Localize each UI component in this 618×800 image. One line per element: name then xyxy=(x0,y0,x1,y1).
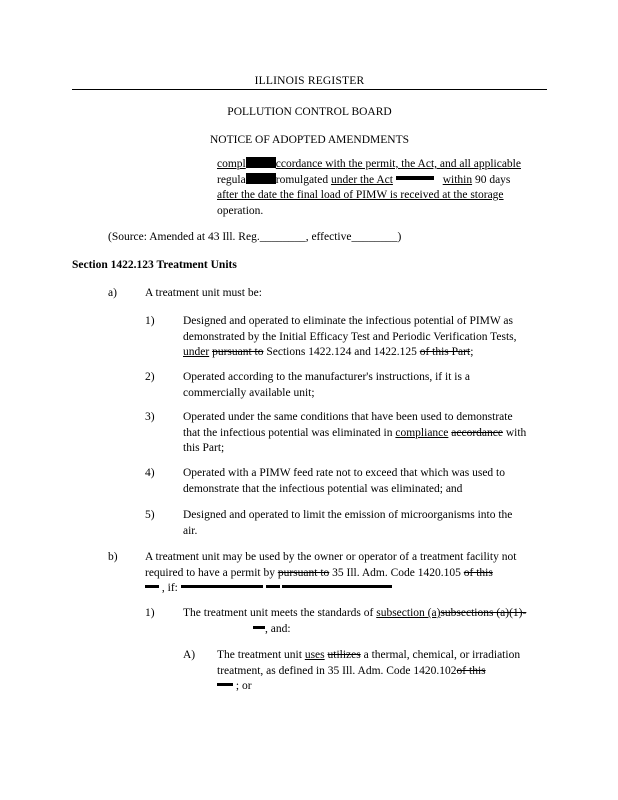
struck-illegible xyxy=(253,626,265,629)
notice-title: NOTICE OF ADOPTED AMENDMENTS xyxy=(209,134,410,146)
struck-illegible xyxy=(181,585,263,588)
source-note: (Source: Amended at 43 Ill. Reg.________, effective________) xyxy=(108,231,402,243)
subsection-a-intro: A treatment unit must be: xyxy=(145,287,262,299)
carryover-line-1: compl ccordance with the permit, the Act, and all applicable xyxy=(217,158,521,170)
board-title: POLLUTION CONTROL BOARD xyxy=(227,106,392,118)
item-a4-text: Operated with a PIMW feed rate not to exceed that which was used to demonstrate that the infectious potential was eliminated; and xyxy=(183,467,505,495)
carryover-line-4: operation. xyxy=(217,204,264,217)
item-a1-number: 1) xyxy=(145,315,155,327)
redaction-mark xyxy=(246,157,276,168)
item-b1-text: The treatment unit meets the standards of subsection (a)subsections (a)(1)- , and: xyxy=(183,607,527,635)
carryover-line-2: regula romulgated under the Act within 90 days xyxy=(217,173,557,189)
section-heading: Section 1422.123 Treatment Units xyxy=(72,259,237,271)
subsection-b-label: b) xyxy=(108,551,118,563)
item-a5-text: Designed and operated to limit the emission of microorganisms into the air. xyxy=(183,509,513,537)
struck-illegible xyxy=(282,585,392,588)
item-a2-number: 2) xyxy=(145,371,155,383)
item-a2-text: Operated according to the manufacturer's instructions, if it is a commercially available unit; xyxy=(183,371,470,399)
carryover-line-3: after the date the final load of PIMW is received at the storage xyxy=(217,189,504,201)
item-b1-number: 1) xyxy=(145,607,155,619)
header-rule xyxy=(72,89,547,90)
item-a3-number: 3) xyxy=(145,411,155,423)
struck-illegible xyxy=(396,173,440,189)
item-b1a-number: A) xyxy=(183,649,196,661)
register-title: ILLINOIS REGISTER xyxy=(254,75,365,87)
item-a3-text: Operated under the same conditions that have been used to demonstrate that the infectious potential was eliminated in compliance accordance with this Part; xyxy=(183,411,527,454)
carryover-paragraph xyxy=(217,157,557,219)
redaction-mark xyxy=(246,173,276,184)
subsection-b-text: A treatment unit may be used by the owner or operator of a treatment facility not required to have a permit by pursuant to 35 Ill. Adm. Code 1420.105 of this , if: xyxy=(145,551,517,594)
item-a5-number: 5) xyxy=(145,509,155,521)
struck-illegible xyxy=(266,585,280,588)
struck-illegible xyxy=(217,683,233,686)
subsection-a-label: a) xyxy=(108,287,117,299)
item-a1-text: Designed and operated to eliminate the infectious potential of PIMW as demonstrated by the Initial Efficacy Test and Periodic Verification Tests, under pursuant to Sections 1422.124 and 1422.125 of this Part; xyxy=(183,315,517,358)
struck-illegible xyxy=(145,585,159,588)
item-a4-number: 4) xyxy=(145,467,155,479)
item-b1a-text: The treatment unit uses utilizes a thermal, chemical, or irradiation treatment, as defined in 35 Ill. Adm. Code 1420.102of this ; or xyxy=(217,649,521,692)
